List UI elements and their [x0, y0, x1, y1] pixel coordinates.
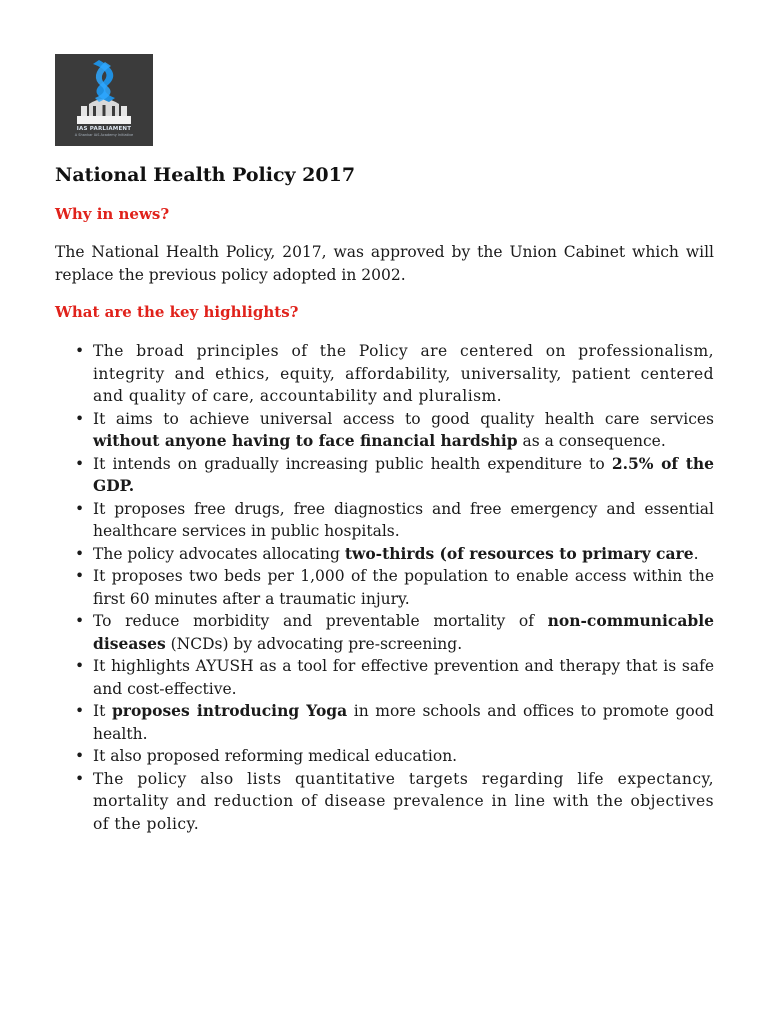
section-heading-key-highlights: What are the key highlights?: [55, 303, 299, 321]
list-item: [74, 768, 714, 836]
list-text: in more schools and offices to promote good health.: [93, 702, 714, 743]
list-item: [74, 610, 714, 655]
list-text: It: [93, 702, 112, 720]
list-text: It aims to achieve universal access to good quality health care services: [93, 409, 714, 428]
list-item: [74, 340, 714, 408]
list-text: The policy advocates allocating: [93, 544, 345, 563]
list-text: It proposes free drugs, free diagnostics and free emergency and essential healthcare services in public hospitals.: [93, 499, 714, 540]
list-text: The policy also lists quantitative targets regarding life expectancy, mortality and reduction of disease prevalence in line with the objectives of the policy.: [93, 769, 714, 833]
list-text: .: [693, 544, 699, 563]
list-text: It intends on gradually increasing public health expenditure to: [93, 454, 612, 473]
section-paragraph: The National Health Policy, 2017, was approved by the Union Cabinet which will replace the previous policy adopted in 2002.: [55, 243, 714, 284]
list-item: [74, 453, 714, 498]
list-item: [74, 565, 714, 610]
list-text: The broad principles of the Policy are centered on professionalism, integrity and ethics, equity, affordability, universality, patient centered and quality of care, accountability and pluralism.: [93, 342, 714, 405]
list-text: It also proposed reforming medical education.: [93, 747, 458, 765]
list-text: To reduce morbidity and preventable mortality of: [93, 612, 548, 630]
list-text: (NCDs) by advocating pre-screening.: [165, 634, 463, 653]
list-item: [74, 700, 714, 745]
list-item: [74, 543, 714, 566]
logo-tagline: A Shankar IAS Academy Initiative: [74, 133, 134, 137]
list-text: It highlights AYUSH as a tool for effective prevention and therapy that is safe and cost-effective.: [93, 657, 714, 698]
section-heading-why-in-news: Why in news?: [55, 205, 170, 223]
highlights-list: [74, 340, 714, 835]
page-title: National Health Policy 2017: [55, 164, 356, 186]
list-item: [74, 745, 714, 768]
ias-parliament-logo-icon: [55, 54, 153, 146]
bold-text: two-thirds (of resources to primary care: [344, 543, 694, 563]
bold-text: 2.5% of the GDP.: [93, 453, 714, 495]
list-item: [74, 498, 714, 543]
list-text: as a consequence.: [517, 432, 666, 450]
bold-text: non-communicable diseases: [93, 611, 714, 653]
list-text: It proposes two beds per 1,000 of the population to enable access within the first 60 minutes after a traumatic injury.: [93, 567, 714, 608]
list-item: [74, 655, 714, 700]
bold-text: proposes introducing Yoga: [111, 701, 348, 720]
bold-text: without anyone having to face financial hardship: [93, 431, 518, 450]
list-item: [74, 408, 714, 453]
logo-title: IAS PARLIAMENT: [76, 126, 132, 132]
